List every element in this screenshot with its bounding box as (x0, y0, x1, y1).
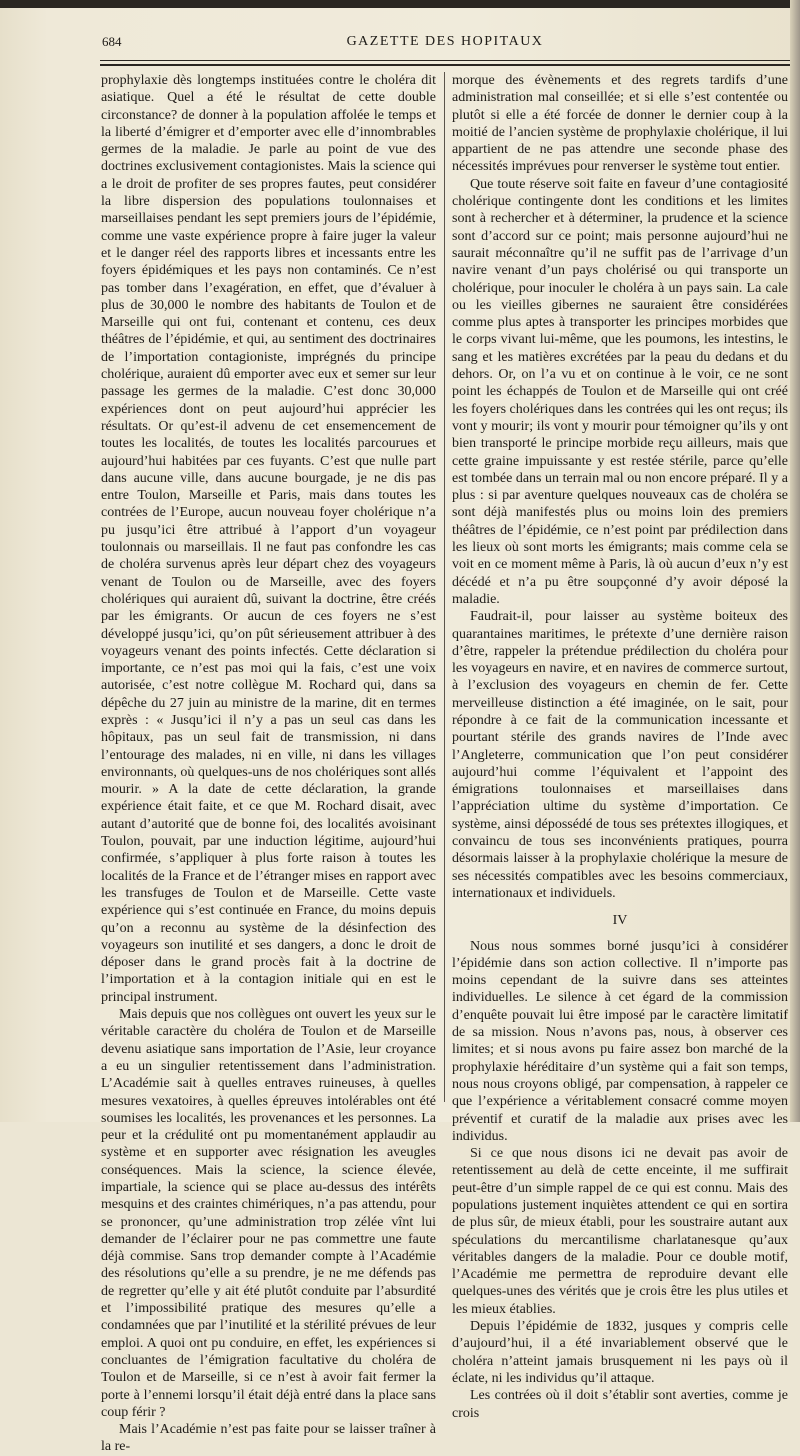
page-header (100, 34, 790, 54)
scan-top-edge (0, 0, 800, 8)
page-number: 684 (102, 34, 122, 49)
paragraph: Faudrait-il, pour laisser au système boiteux des quarantaines maritimes, le prétexte d’une dernière raison d’être, rappeler la prétendue prédilection du choléra pour les voyageurs en navire, et en navires de commerce surtout, à l’exclusion des voyageurs en chemin de fer. Cette merveilleuse distinction a été imaginée, on le sait, pour répondre à ce fait de la communication incessante et pourtant stérile des grands navires de l’Inde avec l’Angleterre, communication que l’on peut considérer aujourd’hui comme l’équivalent et l’appoint des émigrations toulonnaises et marseillaises dans l’appréciation ultime du système d’importation. Ce système, ainsi dépossédé de tous ses prétextes illogiques, et convaincu de tous ses inconvénients pratiques, pourra désormais laisser à la prophylaxie cholérique la mesure de ses nécessités compatibles avec les besoins commerciaux, internationaux et individuels. (452, 609, 788, 901)
left-column (101, 72, 436, 1455)
paragraph: prophylaxie dès longtemps instituées contre le choléra dit asiatique. Quel a été le résultat de cette double circonstance? de donner à la population affolée le temps et la liberté d’émigrer et d’emporter avec elle d’innombrables germes de la maladie. Je parle au point de vue des doctrines exclusivement contagionistes. Mais la science qui a le droit de profiter de ses propres fautes, peut considérer la libre dispersion des populations toulonnaises et marseillaises pendant les sept premiers jours de l’épidémie, comme une vaste expérience propre à faire juger la valeur et le danger réel des rapports libres et incessants entre les foyers épidémiques et les pays non contaminés. Ce n’est pas tomber dans l’exagération, en effet, que d’évaluer à plus de 30,000 le nombre des habitants de Toulon et de Marseille qui ont fui, contenant et contenu, ces deux théâtres de l’épidémie, et qui, au sentiment des doctrinaires de l’importation contagioniste, imprégnés du principe cholérique, auraient dû emporter avec eux et semer sur leur passage les germes de la maladie. C’est donc 30,000 expériences dont on peut aujourd’hui apprécier les résultats. Or qu’est-il advenu de cet ensemencement de toutes les localités, de toutes les localités parcourues et aujourd’hui habitées par ces fuyants. C’est que nulle part dans aucune ville, dans aucune bourgade, je ne dis pas entre Toulon, Marseille et Paris, mais dans toutes les contrées de l’Europe, aucun nouveau foyer cholérique n’a pu jusqu’ici être attribué à l’apport d’un voyageur toulonnais ou marseillais. Il ne faut pas confondre les cas de choléra survenus après leur départ chez des voyageurs venant de Toulon ou de Marseille, avec des foyers cholériques qui auraient dû, suivant la doctrine, être créés par les émigrants. Or aucun de ces foyers ne s’est développé jusqu’ici, qu’on pût sérieusement attribuer à des voyageurs venant des points infectés. Cette déclaration si importante, ce n’est pas moi qui la fais, c’est une voix autorisée, c’est notre collègue M. Rochard qui, dans sa dépêche du 27 juin au ministre de la marine, dit en termes exprès : « Jusqu’ici il n’y a pas un seul cas dans les hôpitaux, pas un seul fait de transmission, ni dans l’entourage des malades, ni en ville, ni dans les villages environnants, où quelques-uns de nos cholériques sont allés mourir. » A la date de cette déclaration, la grande expérience était faite, et ce que M. Rochard disait, avec autant d’autorité que de bonne foi, des localités avoisinant Toulon, pouvait, par une induction légitime, aujourd’hui confirmée, s’appliquer à plus forte raison à toutes les localités de la France et de l’étranger mises en rapport avec les transfuges de Toulon et de Marseille. Cette vaste expérience qui s’est continuée en France, du moins depuis qu’on a reconnu au système de la désinfection des voyageurs son inutilité et ses dangers, a donc le droit de déposer dans le grand procès fait à la doctrine de l’importation et à la contagion initiale qui en est le principal instrument. (101, 73, 436, 1005)
paragraph: Les contrées où il doit s’établir sont averties, comme je crois (452, 1388, 788, 1421)
paragraph: Que toute réserve soit faite en faveur d’une contagiosité cholérique contingente dont les conditions et les limites sont à rechercher et à déterminer, la prudence et la science sont d’accord sur ce point; mais personne aujourd’hui ne saurait méconnaître qu’il ne suffit pas de l’arrivage d’un navire venant d’un pays cholérisé ou qui transporte un cholérique, pour inoculer le choléra à un pays sain. La cale ou les vieilles gibernes ne sauraient être considérées comme plus aptes à transporter les principes morbides que le corps vivant lui-même, que les poumons, les intestins, le sang et les matières excrétées par la peau du dedans et du dehors. Or, on l’a vu et on continue à le voir, ce ne sont point les échappés de Toulon et de Marseille qui ont créé les foyers cholériques dans les contrées qui les ont reçus; ils vont y mourir; ils vont y mourir pour témoigner qu’ils y ont bien transporté le principe morbide reçu ailleurs, mais que cette graine impuissante y est restée stérile, parce qu’elle est tombée dans un terrain mal ou non encore préparé. Il y a plus : si par aventure quelques nouveaux cas de choléra se sont déjà manifestés plus ou moins loin des premiers théâtres de l’épidémie, ce n’est point par prédilection dans les lieux où sont morts les émigrants; mais comme cela se voit en ce moment même à Paris, là où aucun d’eux n’y est décédé et n’a pu être soupçonné d’y avoir déposé la maladie. (452, 176, 788, 607)
paragraph: morque des évènements et des regrets tardifs d’une administration mal conseillée; et si elle s’est contentée ou plutôt si elle a été forcée de donner le dernier coup à la moitié de l’ancien système de prophylaxie cholérique, il lui appartient de ne pas attendre une seconde phase des nécessités imprévues pour renverser le système tout entier. (452, 73, 788, 175)
paragraph: Si ce que nous disons ici ne devait pas avoir de retentissement au delà de cette enceinte, il me suffirait peut-être d’un simple rappel de ce qui est connu. Mais des populations justement inquiètes attendent ce qui en sortira de plus sûr, de mieux établi, pour les soustraire autant aux spéculations du mercantilisme charlatanesque qu’aux véritables dangers de la maladie. Pour ce double motif, l’Académie me permettra de reproduire devant elle quelques-unes des vérités que je crois être les plus utiles et les mieux établies. (452, 1146, 788, 1317)
scan-right-edge (790, 0, 800, 1122)
paragraph: Mais l’Académie n’est pas faite pour se laisser traîner à la re- (101, 1422, 436, 1455)
right-column (452, 72, 788, 1421)
paragraph: Mais depuis que nos collègues ont ouvert les yeux sur le véritable caractère du choléra de Toulon et de Marseille devenu asiatique sans importation de l’Asie, leur croyance a eu un singulier retentissement dans l’administration. L’Académie sait à quelles entraves ruineuses, à quelles mesures vexatoires, à quelles épreuves intolérables ont été soumises les localités, les provenances et les personnes. La peur et la crédulité ont pu momentanément applaudir au système et en supporter avec résignation les aveugles conséquences. Mais la science, la science élevée, impartiale, la science qui se place au-dessus des intérêts mesquins et des craintes chimériques, n’a pas attendu, pour se prononcer, qu’une administration trop zélée vînt lui demander de l’éclairer pour ne pas commettre une faute déjà commise. Sans trop demander compte à l’Académie des résolutions qu’elle a su prendre, je ne me défends pas de regretter qu’elle y ait été plutôt conduite par l’absurdité et l’impossibilité pratique des mesures qu’elle a condamnées que par l’inutilité et la stérilité prévues de leur emploi. A quoi ont pu conduire, en effet, les expériences si concluantes de l’émigration facultative du choléra de Toulon et de Marseille, si ce n’est à avoir fait fermer la porte à l’ennemi lorsqu’il était déjà entré dans la place sans coup férir ? (101, 1007, 436, 1420)
header-rule-thick (100, 64, 790, 66)
journal-title: GAZETTE DES HOPITAUX (346, 34, 544, 49)
paragraph: Nous nous sommes borné jusqu’ici à considérer l’épidémie dans son action collective. Il n’importe pas moins cependant de la suivre dans ses atteintes individuelles. Le silence à cet égard de la commission d’enquête pouvait lui être imposé par le caractère limitatif de sa mission. Nous n’avons pas, nous, à observer ces limites; et si nous avons pu faire assez bon marché de la prophylaxie héréditaire d’un système qui a fait son temps, nous nous croyons obligé, par compensation, à rappeler ce que l’expérience a véritablement consacré comme moyen préventif et curatif de la maladie aux prises avec les individus. (452, 938, 788, 1144)
paragraph: Depuis l’épidémie de 1832, jusques y compris celle d’aujourd’hui, il a été invariablement observé que le choléra n’atteint jamais brusquement ni les pays où il éclate, ni les individus qu’il attaque. (452, 1319, 788, 1386)
header-rule-thin (100, 60, 790, 61)
column-divider (444, 72, 445, 1102)
section-number: IV (612, 913, 628, 929)
